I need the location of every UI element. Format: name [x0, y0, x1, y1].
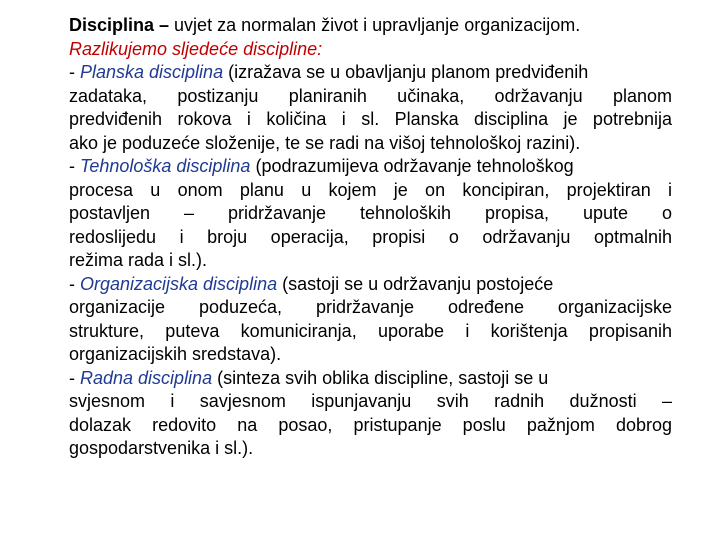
item-organizacijska-line-3: organizacijskih sredstava). [69, 344, 282, 364]
item-organizacijska-line-1: organizacije poduzeća, pridržavanje određene organizacijske [69, 297, 672, 317]
item-organizacijska-name: Organizacijska disciplina [80, 273, 278, 294]
item-radna-first-line [69, 367, 672, 391]
slide-body [69, 14, 672, 461]
item-radna-line-1: svjesnom i savjesnom ispunjavanju svih radnih dužnosti – [69, 391, 672, 411]
item-tehnoloska-line-2: postavljen – pridržavanje tehnoloških propisa, upute o [69, 203, 672, 223]
item-tehnoloska-line-0: (podrazumijeva održavanje tehnološkog [250, 156, 574, 176]
intro-lead: Razlikujemo sljedeće discipline: [69, 38, 323, 59]
item-radna-line-2: dolazak redovito na posao, pristupanje poslu pažnjom dobrog [69, 414, 672, 435]
item-planska-line-0: (izražava se u obavljanju planom predviđenih [223, 62, 589, 82]
intro-dash: – [154, 15, 175, 35]
intro-line [69, 14, 672, 38]
item-tehnoloska-prefix: - [69, 156, 80, 176]
item-organizacijska-first-line [69, 273, 672, 297]
intro-term: Disciplina [69, 15, 155, 35]
item-organizacijska-prefix: - [69, 273, 80, 294]
item-planska-first-line [69, 61, 672, 85]
item-radna-line-0: (sinteza svih oblika discipline, sastoji se u [212, 367, 549, 388]
item-planska-prefix: - [69, 62, 80, 82]
item-radna-line-3: gospodarstvenika i sl.). [69, 438, 254, 458]
intro-definition: uvjet za normalan život i upravljanje organizacijom. [174, 15, 581, 35]
item-planska-line-1: zadataka, postizanju planiranih učinaka, održavanju planom [69, 85, 672, 106]
item-planska-line-3: ako je poduzeće složenije, te se radi na višoj tehnološkoj razini). [69, 132, 581, 153]
item-organizacijska-line-0: (sastoji se u održavanju postojeće [277, 273, 554, 294]
item-tehnoloska-name: Tehnološka disciplina [80, 156, 251, 176]
item-tehnoloska-first-line [69, 155, 672, 179]
item-radna-prefix: - [69, 367, 80, 388]
item-planska-line-2: predviđenih rokova i količina i sl. Planska disciplina je potrebnija [69, 109, 672, 129]
item-tehnoloska-line-3: redoslijedu i broju operacija, propisi o održavanju optmalnih [69, 226, 672, 247]
item-tehnoloska-line-1: procesa u onom planu u kojem je on koncipiran, projektiran i [69, 179, 672, 200]
item-planska-name: Planska disciplina [80, 62, 224, 82]
item-radna-name: Radna disciplina [80, 367, 213, 388]
item-tehnoloska-line-4: režima rada i sl.). [69, 250, 208, 270]
item-organizacijska-line-2: strukture, puteva komuniciranja, uporabe i korištenja propisanih [69, 320, 672, 341]
